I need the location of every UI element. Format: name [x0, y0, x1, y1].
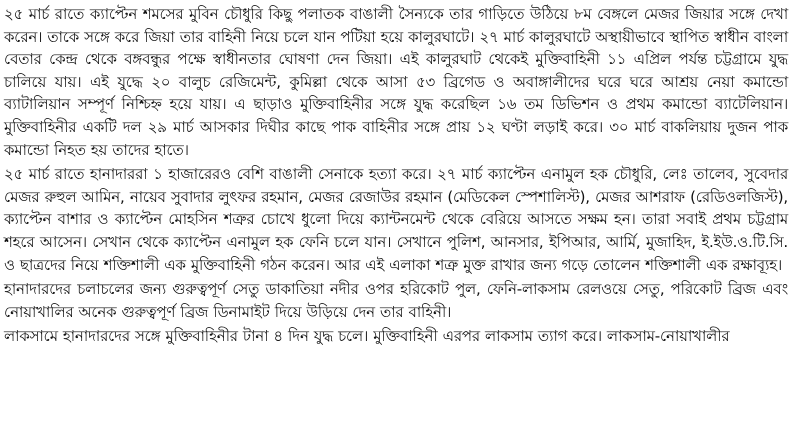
paragraph-cantonment-escape: ২৫ মার্চ রাতে হানাদাররা ১ হাজারেরও বেশি বাঙালী সেনাকে হত্যা করে। ২৭ মার্চ ক্যাপ্টেন এনামুল হক চৌধুরি, লেঃ তালেব, সুবেদার মেজর রুহুল আমিন, নায়েব সুবাদার লুৎফর রহমান, মেজর রেজাউর রহমান (মেডিকেল স্পেশালিস্ট), মেজর আশরাফ (রেডিওলজিস্ট), ক্যাপ্টেন বাশার ও ক্যাপ্টেন মোহসিন শত্রুর চোখে ধুলো দিয়ে ক্যান্টনমেন্ট থেকে বেরিয়ে আসতে সক্ষম হন। তারা সবাই প্রথম চট্টগ্রাম শহরে আসেন। সেখান থেকে ক্যাপ্টেন এনামুল হক ফেনি চলে যান। সেখানে পুলিশ, আনসার, ইপিআর, আর্মি, মুজাহিদ, ই.ইউ.ও.টি.সি. ও ছাত্রদের নিয়ে শক্তিশালী এক মুক্তিবাহিনী গঠন করেন। আর এই এলাকা শত্রু মুক্ত রাখার জন্য গড়ে তোলেন শক্তিশালী এক রক্ষাব্যূহ। — [4, 165, 789, 274]
paragraph-laksam: লাকসামে হানাদারদের সঙ্গে মুক্তিবাহিনীর টানা ৪ দিন যুদ্ধ চলে। মুক্তিবাহিনী এরপর লাকসাম ত্যাগ করে। লাকসাম-নোয়াখালীর — [4, 327, 730, 346]
paragraph-kalurghat: ২৫ মার্চ রাতে ক্যাপ্টেন শমসের মুবিন চৌধুরি কিছু পলাতক বাঙালী সৈন্যকে তার গাড়িতে উঠিয়ে ৮ম বেঙ্গলে মেজর জিয়ার সঙ্গে দেখা করেন। তাকে সঙ্গে করে জিয়া তার বাহিনী নিয়ে চলে যান পটিয়া হয়ে কালুরঘাটে। ২৭ মার্চ কালুরঘাটে অস্থায়ীভাবে স্থাপিত স্বাধীন বাংলা বেতার কেন্দ্র থেকে বঙ্গবন্ধুর পক্ষে স্বাধীনতার ঘোষণা দেন জিয়া। এই কালুরঘাট থেকেই মুক্তিবাহিনী ১১ এপ্রিল পর্যন্ত চট্টগ্রামে যুদ্ধ চালিয়ে যায়। এই যুদ্ধে ২০ বালুচ রেজিমেন্ট, কুমিল্লা থেকে আসা ৫৩ ব্রিগেড ও অবাঙ্গালীদের ঘরে ঘরে আশ্রয় নেয়া কমান্ডো ব্যাটালিয়ান সম্পূর্ণ নিশ্চিহ্ন হয়ে যায়। এ ছাড়াও মুক্তিবাহিনীর সঙ্গে যুদ্ধ করেছিল ১৬ তম ডিভিশন ও প্রথম কমান্ডো ব্যাটেলিয়ান। মুক্তিবাহিনীর একটি দল ২৯ মার্চ আসকার দিঘীর কাছে পাক বাহিনীর সঙ্গে প্রায় ১২ ঘণ্টা লড়াই করে। ৩০ মার্চ বাকলিয়ায় দুজন পাক কমান্ডো নিহত হয় তাদের হাতে। — [4, 5, 788, 159]
paragraph-bridges: হানাদারদের চলাচলের জন্য গুরুত্বপূর্ণ সেতু ডাকাতিয়া নদীর ওপর হরিকোট পুল, ফেনি-লাকসাম রেলওয়ে সেতু, পরিকোট ব্রিজ এবং নোয়াখালির অনেক গুরুত্বপূর্ণ ব্রিজ ডিনামাইট দিয়ে উড়িয়ে দেন তার বাহিনী। — [4, 280, 788, 321]
